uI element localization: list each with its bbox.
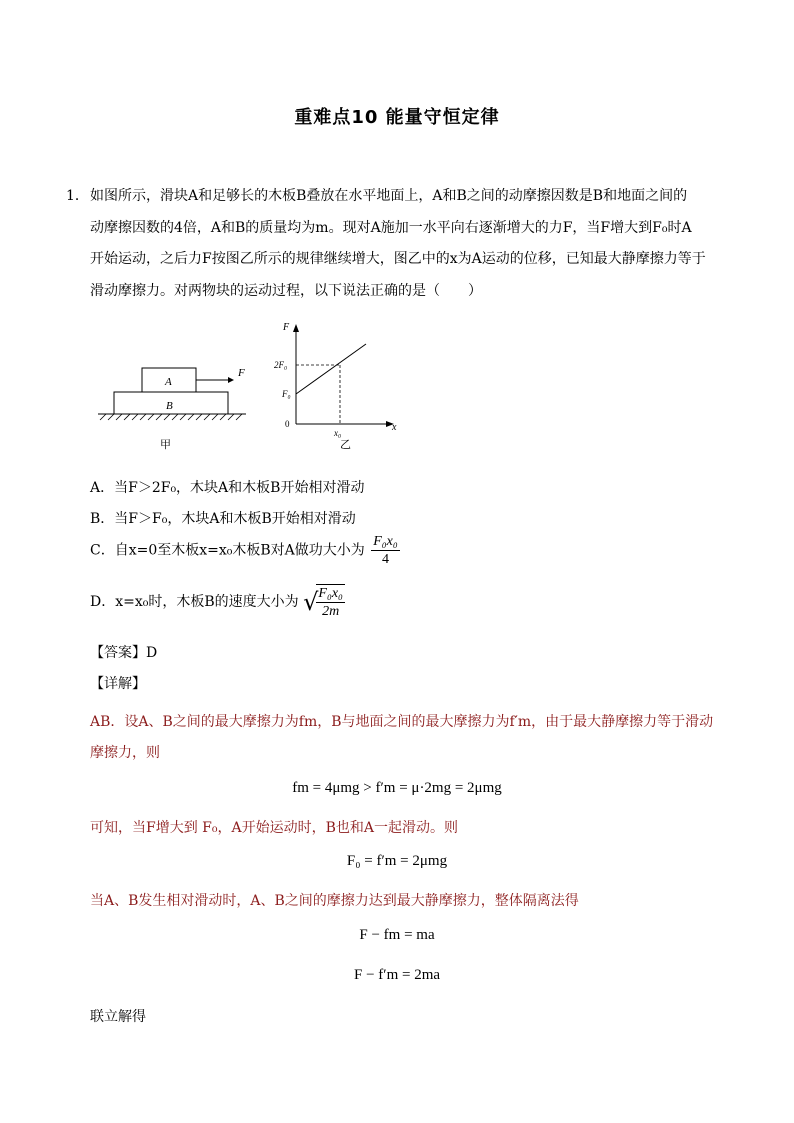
option-d-numerator: F₀x₀ [318, 586, 343, 601]
figure-yi [274, 322, 397, 451]
question-line-3: 开始运动，之后力F按图乙所示的规律继续增大，图乙中的x为A运动的位移，已知最大静摩擦力等于 [90, 251, 706, 267]
detail-paragraph-4: 联立解得 [90, 1009, 146, 1025]
graph-line [296, 344, 366, 394]
option-c [90, 533, 400, 568]
equation-4: F − f′m = 2ma [353, 967, 441, 983]
option-a: A．当F＞2F₀，木块A和木板B开始相对滑动 [90, 480, 365, 496]
origin-label: 0 [285, 419, 290, 429]
question-line-2: 动摩擦因数的4倍，A和B的质量均为m。现对A施加一水平向右逐渐增大的力F，当F增大到F₀时A [90, 219, 692, 236]
tick-2f0-label: 2F₀ [274, 360, 288, 370]
tick-x0-label: x₀ [334, 428, 342, 438]
question-number: 1． [66, 188, 89, 204]
equation-2: F₀ = f′m = 2μmg [346, 853, 448, 869]
page-title: 重难点10 能量守恒定律 [294, 107, 500, 128]
detail-paragraph-1 [90, 707, 730, 769]
question-line-4: 滑动摩擦力。对两物块的运动过程，以下说法正确的是（ ） [90, 282, 482, 299]
question-line-1: 1．如图所示，滑块A和足够长的木板B叠放在水平地面上，A和B之间的动摩擦因数是B和地面之间的 [66, 181, 726, 213]
tick-f0-label: F₀ [282, 389, 291, 399]
figure-jia [98, 367, 246, 451]
option-b: B．当F＞F₀，木块A和木板B开始相对滑动 [90, 511, 356, 527]
figure-jia-caption: 甲 [160, 438, 171, 451]
figure-yi-caption: 乙 [340, 438, 351, 451]
y-axis-label: F [283, 322, 290, 333]
option-d-fraction [316, 584, 345, 620]
option-c-numerator: F₀x₀ [373, 534, 398, 549]
option-c-text: C．自x=0至木板x=x₀木板B对A做功大小为 [90, 542, 365, 559]
force-label: F [238, 367, 245, 379]
detail-paragraph-3: 当A、B发生相对滑动时，A、B之间的摩擦力达到最大静摩擦力，整体隔离法得 [90, 893, 579, 909]
option-c-fraction [371, 533, 400, 568]
option-d [90, 584, 345, 620]
block-b-label: B [166, 400, 173, 412]
equation-1: fm = 4μmg > f′m = μ·2mg = 2μmg [292, 780, 502, 796]
x-axis-label: x [392, 422, 397, 433]
detail-tag: 【详解】 [90, 676, 146, 692]
ground-hatch [100, 414, 242, 420]
figures [96, 316, 416, 466]
detail-p1-line2: 摩擦力，则 [90, 745, 160, 761]
detail-paragraph-2: 可知，当F增大到 F₀，A开始运动时，B也和A一起滑动。则 [90, 820, 458, 836]
equation-3: F − fm = ma [359, 927, 435, 943]
answer: 【答案】D [90, 645, 158, 661]
question-1 [66, 181, 726, 307]
y-axis-arrow [293, 324, 299, 332]
force-arrow-head [228, 377, 234, 383]
detail-p1-line1: AB．设A、B之间的最大摩擦力为fm，B与地面之间的最大摩擦力为f′m，由于最大静摩擦力等于滑动 [90, 714, 714, 730]
option-d-denominator: 2m [322, 604, 340, 619]
option-c-denominator: 4 [381, 552, 389, 567]
block-a-label: A [165, 376, 172, 388]
option-d-text: D．x=x₀时，木板B的速度大小为 [90, 594, 299, 610]
sqrt-icon: √ [303, 588, 319, 616]
